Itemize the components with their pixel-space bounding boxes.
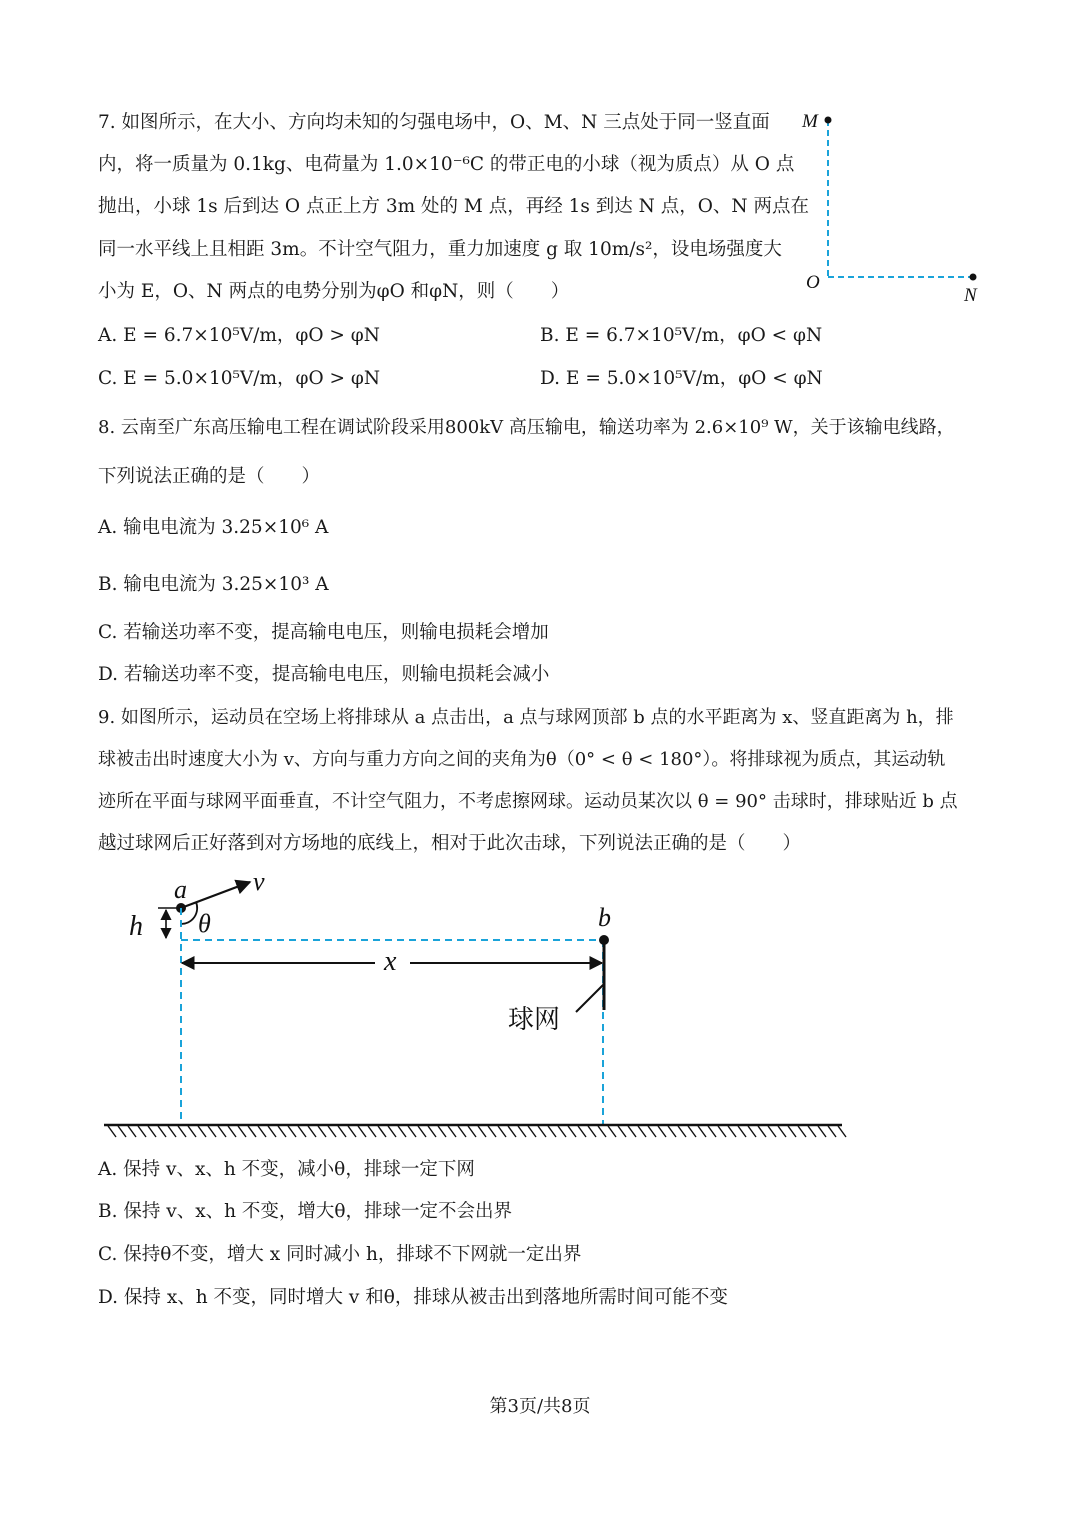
hatch-mark <box>428 1126 436 1137</box>
hatch-mark <box>328 1126 336 1137</box>
label-theta: θ <box>198 909 211 938</box>
hatch-mark <box>818 1126 826 1137</box>
hatch-mark <box>228 1126 236 1137</box>
label-a: a <box>174 875 187 904</box>
label-h: h <box>129 911 143 942</box>
q7-option-a: A. E = 6.7×10⁵V/m，φO > φN <box>98 325 380 346</box>
q7-line-2: 内，将一质量为 0.1kg、电荷量为 1.0×10⁻⁶C 的带正电的小球（视为质点）从 O 点 <box>98 154 795 175</box>
hatch-mark <box>838 1126 846 1137</box>
hatch-mark <box>708 1126 716 1137</box>
hatch-mark <box>378 1126 386 1137</box>
q7-label-o: O <box>806 272 820 293</box>
hatch-mark <box>798 1126 806 1137</box>
q8-line-1: 8. 云南至广东高压输电工程在调试阶段采用800kV 高压输电，输送功率为 2.6×10⁹ W，关于该输电线路， <box>98 417 955 438</box>
hatch-mark <box>298 1126 306 1137</box>
hatch-mark <box>128 1126 136 1137</box>
q9-option-b: B. 保持 v、x、h 不变，增大θ，排球一定不会出界 <box>98 1201 513 1222</box>
hatch-mark <box>608 1126 616 1137</box>
hatch-mark <box>548 1126 556 1137</box>
q9-line-2: 球被击出时速度大小为 v、方向与重力方向之间的夹角为θ（0° < θ < 180°）。将排球视为质点，其运动轨 <box>98 749 946 770</box>
hatch-mark <box>338 1126 346 1137</box>
hatch-mark <box>218 1126 226 1137</box>
hatch-mark <box>408 1126 416 1137</box>
hatch-mark <box>248 1126 256 1137</box>
net-leader <box>576 984 604 1012</box>
q7-option-d: D. E = 5.0×10⁵V/m，φO < φN <box>540 368 823 389</box>
hatch-mark <box>238 1126 246 1137</box>
hatch-mark <box>108 1126 116 1137</box>
hatch-mark <box>438 1126 446 1137</box>
hatch-mark <box>388 1126 396 1137</box>
hatch-mark <box>668 1126 676 1137</box>
q9-option-c: C. 保持θ不变，增大 x 同时减小 h，排球不下网就一定出界 <box>98 1244 582 1265</box>
hatch-mark <box>168 1126 176 1137</box>
hatch-mark <box>518 1126 526 1137</box>
hatch-mark <box>308 1126 316 1137</box>
q7-figure <box>795 105 995 305</box>
q7-line-5: 小为 E，O、N 两点的电势分别为φO 和φN，则（ ） <box>98 281 570 302</box>
hatch-mark <box>268 1126 276 1137</box>
hatch-mark <box>808 1126 816 1137</box>
hatch-mark <box>598 1126 606 1137</box>
hatch-mark <box>188 1126 196 1137</box>
hatch-mark <box>768 1126 776 1137</box>
q7-line-1: 7. 如图所示，在大小、方向均未知的匀强电场中，O、M、N 三点处于同一竖直面 <box>98 112 770 133</box>
q8-option-a: A. 输电电流为 3.25×10⁶ A <box>98 517 329 538</box>
hatch-mark <box>498 1126 506 1137</box>
hatch-mark <box>288 1126 296 1137</box>
q9-line-4: 越过球网后正好落到对方场地的底线上，相对于此次击球，下列说法正确的是（ ） <box>98 833 802 854</box>
hatch-mark <box>488 1126 496 1137</box>
q9-option-d: D. 保持 x、h 不变，同时增大 v 和θ，排球从被击出到落地所需时间可能不变 <box>98 1287 728 1308</box>
hatch-mark <box>738 1126 746 1137</box>
hatch-mark <box>788 1126 796 1137</box>
hatch-mark <box>728 1126 736 1137</box>
hatch-mark <box>628 1126 636 1137</box>
hatch-mark <box>678 1126 686 1137</box>
ground-hatching <box>108 1126 846 1137</box>
hatch-mark <box>478 1126 486 1137</box>
hatch-mark <box>258 1126 266 1137</box>
hatch-mark <box>178 1126 186 1137</box>
hatch-mark <box>368 1126 376 1137</box>
hatch-mark <box>758 1126 766 1137</box>
hatch-mark <box>688 1126 696 1137</box>
hatch-mark <box>538 1126 546 1137</box>
label-x: x <box>384 946 397 977</box>
hatch-mark <box>568 1126 576 1137</box>
hatch-mark <box>148 1126 156 1137</box>
hatch-mark <box>638 1126 646 1137</box>
hatch-mark <box>618 1126 626 1137</box>
hatch-mark <box>828 1126 836 1137</box>
q7-label-m: M <box>802 111 818 132</box>
label-v: v <box>253 867 265 896</box>
hatch-mark <box>318 1126 326 1137</box>
q8-line-2: 下列说法正确的是（ ） <box>98 466 321 487</box>
hatch-mark <box>358 1126 366 1137</box>
q9-option-a: A. 保持 v、x、h 不变，减小θ，排球一定下网 <box>98 1159 475 1180</box>
q9-line-3: 迹所在平面与球网平面垂直，不计空气阻力，不考虑擦网球。运动员某次以 θ = 90° 击球时，排球贴近 b 点 <box>98 791 958 812</box>
hatch-mark <box>278 1126 286 1137</box>
hatch-mark <box>448 1126 456 1137</box>
q7-option-c: C. E = 5.0×10⁵V/m，φO > φN <box>98 368 381 389</box>
hatch-mark <box>528 1126 536 1137</box>
page-footer: 第3页/共8页 <box>489 1396 591 1417</box>
hatch-mark <box>198 1126 206 1137</box>
hatch-mark <box>578 1126 586 1137</box>
hatch-mark <box>118 1126 126 1137</box>
hatch-mark <box>648 1126 656 1137</box>
q7-line-3: 抛出，小球 1s 后到达 O 点正上方 3m 处的 M 点，再经 1s 到达 N 点，O、N 两点在 <box>98 196 809 217</box>
q9-line-1: 9. 如图所示，运动员在空场上将排球从 a 点击出，a 点与球网顶部 b 点的水平距离为 x、竖直距离为 h，排 <box>98 707 954 728</box>
hatch-mark <box>508 1126 516 1137</box>
q7-line-4: 同一水平线上且相距 3m。不计空气阻力，重力加速度 g 取 10m/s²，设电场强度大 <box>98 239 782 260</box>
hatch-mark <box>138 1126 146 1137</box>
hatch-mark <box>698 1126 706 1137</box>
hatch-mark <box>158 1126 166 1137</box>
hatch-mark <box>208 1126 216 1137</box>
hatch-mark <box>398 1126 406 1137</box>
q8-option-d: D. 若输送功率不变，提高输电电压，则输电损耗会减小 <box>98 664 550 685</box>
point-b <box>599 935 609 945</box>
hatch-mark <box>658 1126 666 1137</box>
hatch-mark <box>558 1126 566 1137</box>
q8-option-b: B. 输电电流为 3.25×10³ A <box>98 574 329 595</box>
hatch-mark <box>748 1126 756 1137</box>
q7-option-b: B. E = 6.7×10⁵V/m，φO < φN <box>540 325 823 346</box>
q7-label-n: N <box>964 285 977 306</box>
hatch-mark <box>718 1126 726 1137</box>
label-net: 球网 <box>508 1005 561 1035</box>
hatch-mark <box>348 1126 356 1137</box>
hatch-mark <box>778 1126 786 1137</box>
q8-option-c: C. 若输送功率不变，提高输电电压，则输电损耗会增加 <box>98 622 549 643</box>
label-b: b <box>598 903 611 932</box>
hatch-mark <box>468 1126 476 1137</box>
velocity-arrow <box>181 882 250 908</box>
q9-figure <box>0 860 1080 1150</box>
hatch-mark <box>458 1126 466 1137</box>
q7-point-n <box>970 274 977 281</box>
hatch-mark <box>418 1126 426 1137</box>
hatch-mark <box>588 1126 596 1137</box>
q7-point-m <box>825 117 832 124</box>
